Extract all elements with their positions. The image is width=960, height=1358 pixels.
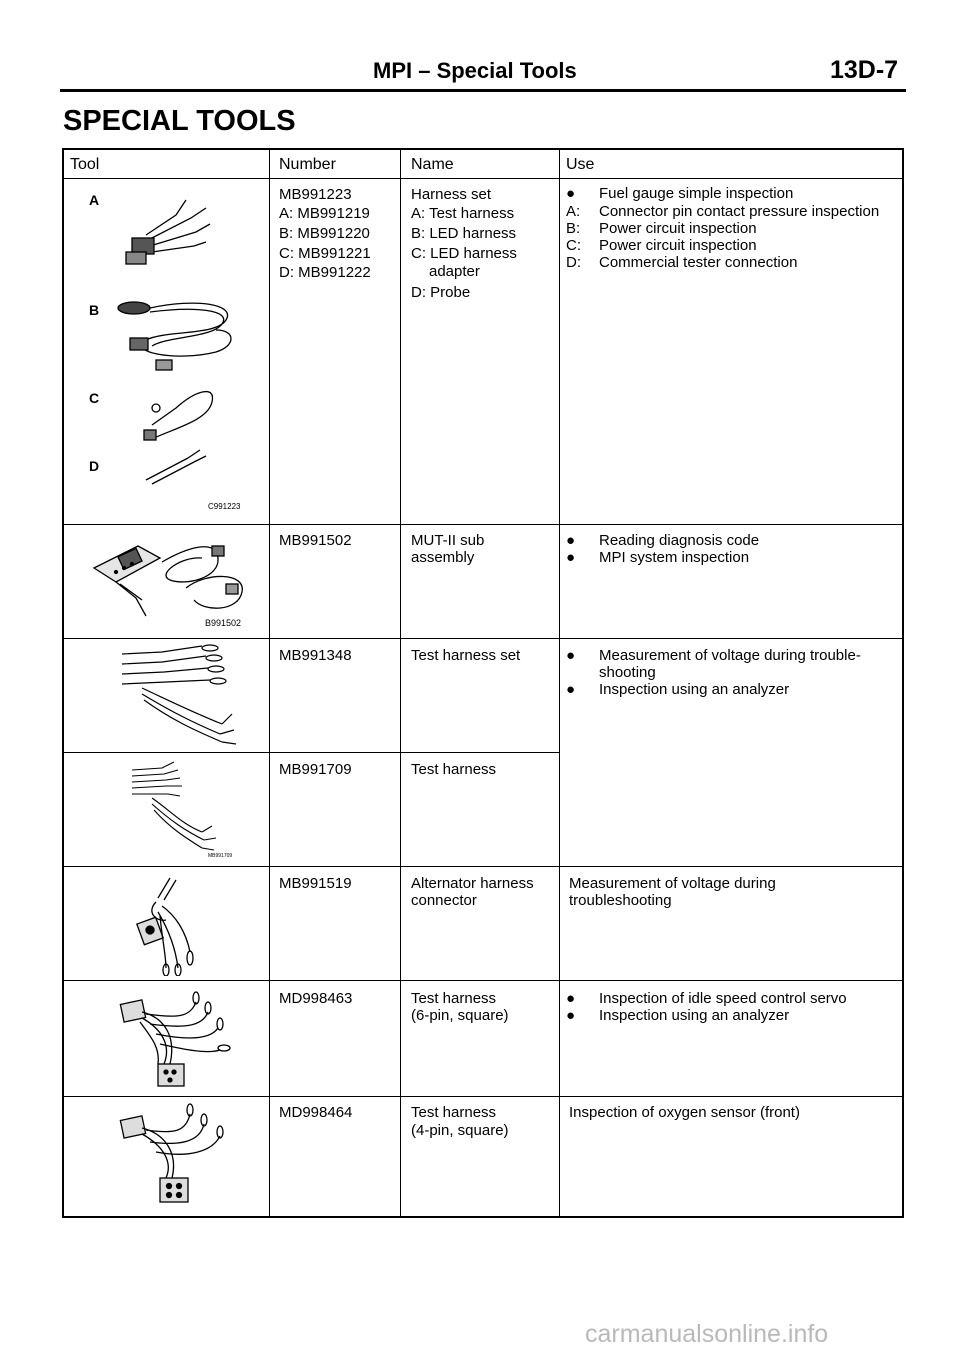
tool-number: MB991709 <box>279 761 352 778</box>
tool-letter-c: C <box>89 390 100 406</box>
bullet-mark: ● <box>566 647 576 664</box>
watermark: carmanualsonline.info <box>585 1320 829 1348</box>
column-header-number: Number <box>279 156 336 173</box>
test-harness-set-illustration <box>102 642 252 748</box>
tool-name: Test harness <box>411 990 497 1007</box>
use-item <box>566 1104 899 1122</box>
tool-name: C: LED harness <box>411 245 517 262</box>
use-item <box>566 664 929 682</box>
test-harness-6pin-illustration <box>116 988 236 1092</box>
use-text: Power circuit inspection <box>599 237 757 254</box>
tool-name: Test harness <box>411 1104 497 1121</box>
use-text: troubleshooting <box>569 892 672 909</box>
bullet-mark: A: <box>566 203 581 220</box>
tool-name: (4-pin, square) <box>411 1122 509 1139</box>
use-text: Inspection of oxygen sensor (front) <box>569 1104 800 1121</box>
tool-name: MUT-II sub <box>411 532 485 549</box>
use-text: Inspection using an analyzer <box>599 681 790 698</box>
use-text: MPI system inspection <box>599 549 750 566</box>
tool-number: MB991223 <box>279 186 352 203</box>
page-number: 13D-7 <box>830 56 899 84</box>
use-text: Fuel gauge simple inspection <box>599 185 794 202</box>
test-harness-4pin-illustration <box>116 1102 236 1208</box>
test-harness-illustration <box>122 756 232 852</box>
table-border-left <box>62 148 64 1218</box>
use-item <box>566 647 929 665</box>
figure-caption: B991502 <box>205 618 242 628</box>
row-divider <box>62 1096 904 1097</box>
row-divider <box>62 866 904 867</box>
tool-letter-a: A <box>89 192 100 208</box>
tool-name: B: LED harness <box>411 225 517 242</box>
tool-name: (6-pin, square) <box>411 1007 509 1024</box>
tool-name: Harness set <box>411 186 492 203</box>
row-divider <box>62 980 904 981</box>
column-header-tool: Tool <box>70 156 100 173</box>
use-text: Power circuit inspection <box>599 220 757 237</box>
table-border-top <box>62 148 904 150</box>
tool-name: Alternator harness <box>411 875 534 892</box>
row-divider <box>62 524 904 525</box>
row-divider <box>62 752 560 753</box>
tool-number: MB991502 <box>279 532 352 549</box>
tool-letter-d: D <box>89 458 100 474</box>
use-text: Inspection of idle speed control servo <box>599 990 847 1007</box>
tool-name: connector <box>411 892 477 909</box>
figure-caption: C991223 <box>208 502 241 511</box>
alternator-harness-connector-illustration <box>126 872 206 976</box>
row-divider <box>62 178 904 179</box>
bullet-mark: ● <box>566 532 576 549</box>
table-border-bottom <box>62 1216 904 1218</box>
tool-letter-b: B <box>89 302 100 318</box>
tool-number: MB991348 <box>279 647 352 664</box>
use-item <box>566 254 929 272</box>
tool-name: adapter <box>429 263 480 280</box>
section-title: SPECIAL TOOLS <box>63 105 296 137</box>
tool-number: C: MB991221 <box>279 245 371 262</box>
tool-name: A: Test harness <box>411 205 515 222</box>
tool-name: assembly <box>411 549 475 566</box>
use-item <box>566 892 899 910</box>
tool-number: MD998463 <box>279 990 353 1007</box>
bullet-mark: ● <box>566 681 576 698</box>
col-divider <box>400 148 401 1218</box>
tool-name: Test harness <box>411 761 497 778</box>
use-item <box>566 220 929 238</box>
bullet-mark: ● <box>566 1007 576 1024</box>
running-header-title: MPI – Special Tools <box>373 58 577 83</box>
col-divider <box>269 148 270 1218</box>
mut-ii-illustration <box>86 528 266 624</box>
col-divider <box>559 148 560 1218</box>
column-header-name: Name <box>411 156 454 173</box>
use-text: Reading diagnosis code <box>599 532 760 549</box>
use-item <box>566 532 929 550</box>
bullet-mark: ● <box>566 990 576 1007</box>
use-item <box>566 681 929 699</box>
figure-caption: MB991709 <box>208 853 233 859</box>
bullet-mark: D: <box>566 254 581 271</box>
column-header-use: Use <box>566 156 595 173</box>
bullet-mark: ● <box>566 185 576 202</box>
use-item <box>566 185 929 203</box>
bullet-mark: C: <box>566 237 581 254</box>
tool-name: Test harness set <box>411 647 521 664</box>
special-tools-table <box>62 148 904 1218</box>
use-text: Measurement of voltage during <box>569 875 776 892</box>
tool-number: MD998464 <box>279 1104 353 1121</box>
harness-set-illustration <box>106 180 268 500</box>
use-item <box>566 875 899 893</box>
use-item <box>566 237 929 255</box>
header-rule <box>60 89 906 92</box>
bullet-mark: ● <box>566 549 576 566</box>
use-item <box>566 990 929 1008</box>
bullet-mark: B: <box>566 220 581 237</box>
use-text: Commercial tester connection <box>599 254 798 271</box>
use-item <box>566 549 929 567</box>
tool-number: D: MB991222 <box>279 264 371 281</box>
use-text: Inspection using an analyzer <box>599 1007 790 1024</box>
tool-number: B: MB991220 <box>279 225 370 242</box>
tool-number: MB991519 <box>279 875 352 892</box>
tool-name: D: Probe <box>411 284 471 301</box>
tool-number: A: MB991219 <box>279 205 370 222</box>
use-text: Measurement of voltage during trouble- <box>599 647 861 664</box>
use-text: shooting <box>599 664 656 681</box>
use-item <box>566 1007 929 1025</box>
use-text: Connector pin contact pressure inspection <box>599 203 880 220</box>
use-item <box>566 203 929 221</box>
row-divider <box>62 638 904 639</box>
